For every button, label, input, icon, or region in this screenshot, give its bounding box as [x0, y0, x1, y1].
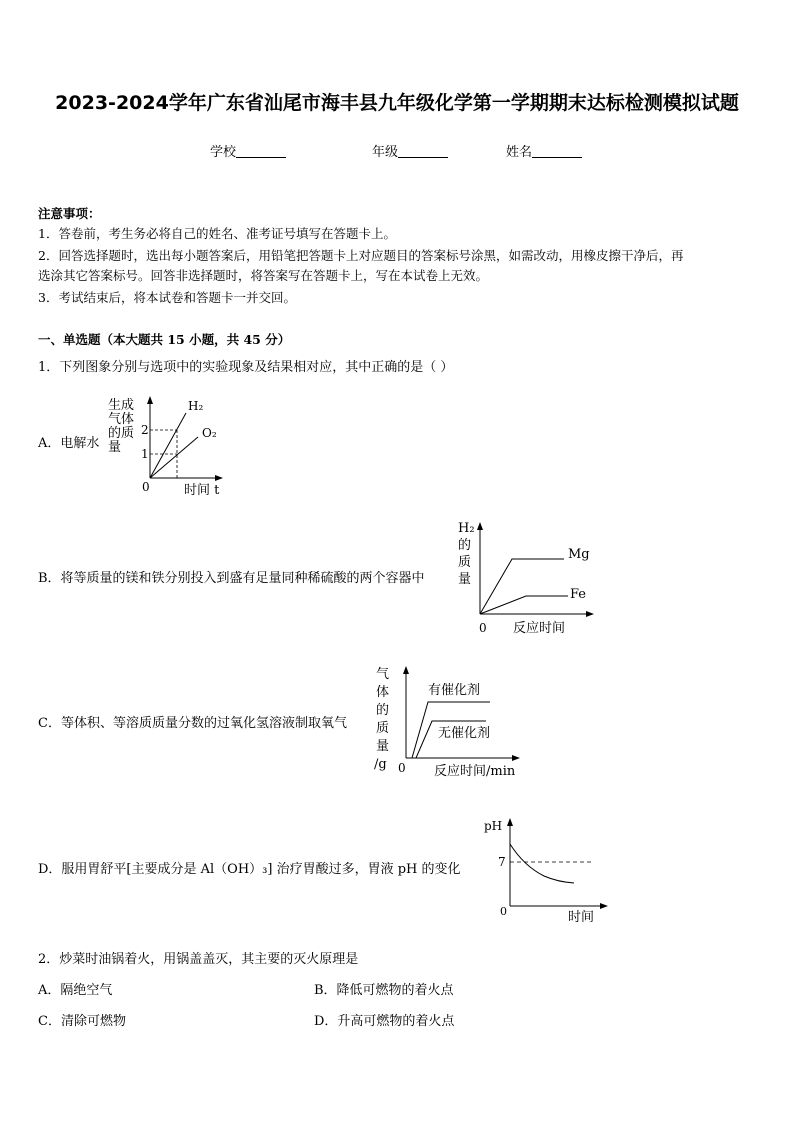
q2-option-c[interactable]: C．清除可燃物 [38, 1014, 126, 1029]
notice-item: 1．答卷前，考生务必将自己的姓名、准考证号填写在答题卡上。 [38, 226, 396, 241]
q2-option-d[interactable]: D．升高可燃物的着火点 [314, 1014, 455, 1029]
series-label: Mg [568, 547, 590, 562]
notice-item: 选涂其它答案标号。回答非选择题时，将答案写在答题卡上，写在本试卷上无效。 [38, 268, 489, 283]
mg-line [480, 559, 564, 614]
q1-option-a[interactable]: A．电解水 [38, 436, 100, 451]
q1-a-graph [104, 392, 234, 500]
school-field[interactable] [210, 141, 286, 160]
x-axis-label: 反应时间/min [434, 764, 516, 779]
o2-line [150, 437, 198, 478]
x-axis-arrow [512, 755, 520, 761]
x-axis-arrow [600, 903, 608, 909]
x-axis-label: 反应时间 [513, 621, 566, 636]
y-axis-arrow [477, 522, 483, 530]
q1-b-graph [450, 516, 600, 640]
x-axis-label: 时间 [568, 910, 595, 925]
y-axis-label: pH [484, 819, 503, 833]
x-axis-label: 时间 t [184, 483, 220, 498]
q2-option-a[interactable]: A．隔绝空气 [38, 983, 113, 998]
y-axis-label: 量 [108, 440, 122, 455]
y-axis-label: 气 [376, 667, 390, 682]
origin-label: 0 [398, 761, 406, 775]
series-label: H₂ [188, 399, 204, 413]
series-label: 有催化剂 [428, 683, 481, 698]
origin-label: 0 [500, 905, 507, 918]
y-axis-label: 生成 [108, 398, 135, 413]
q1-d-graph [480, 810, 620, 928]
y-axis-arrow [147, 396, 153, 404]
origin-label: 0 [479, 621, 487, 635]
question-1-stem: 1．下列图象分别与选项中的实验现象及结果相对应，其中正确的是（ ） [38, 360, 454, 375]
y-axis-label: H₂ [458, 521, 475, 536]
y-axis-label: 体 [376, 685, 390, 700]
section-heading: 一、单选题（本大题共 15 小题，共 45 分） [38, 332, 291, 347]
grade-field[interactable] [372, 141, 448, 160]
x-axis-arrow [215, 475, 223, 481]
series-label: 无催化剂 [438, 726, 491, 741]
y-axis-label: 的质 [108, 426, 135, 441]
y-axis-label: /g [374, 757, 387, 772]
y-axis-arrow [507, 818, 513, 826]
ph-curve [510, 844, 574, 883]
notice-item: 2．回答选择题时，选出每小题答案后，用铅笔把答题卡上对应题目的答案标号涂黑，如需改动，用橡皮擦干净后，再 [38, 248, 684, 263]
q1-c-graph [370, 660, 530, 782]
y-axis-label: 气体 [108, 412, 135, 427]
tick-label: 7 [498, 855, 506, 869]
origin-label: 0 [142, 480, 150, 494]
y-axis-arrow [403, 666, 409, 674]
tick-label: 1 [141, 447, 149, 461]
exam-title: 2023-2024学年广东省汕尾市海丰县九年级化学第一学期期末达标检测模拟试题 [55, 92, 739, 114]
name-label: 姓名 [506, 145, 533, 160]
grade-label: 年级 [372, 145, 399, 160]
y-axis-label: 的 [376, 703, 390, 718]
q1-option-b[interactable]: B．将等质量的镁和铁分别投入到盛有足量同种稀硫酸的两个容器中 [38, 571, 425, 586]
name-field[interactable] [506, 141, 582, 160]
y-axis-label: 的 [458, 538, 472, 553]
q2-option-b[interactable]: B．降低可燃物的着火点 [314, 983, 454, 998]
q1-option-d[interactable]: D．服用胃舒平[主要成分是 Al（OH）₃] 治疗胃酸过多，胃液 pH 的变化 [38, 862, 461, 877]
y-axis-label: 质 [376, 721, 390, 736]
series-label: Fe [570, 587, 587, 602]
question-2-stem: 2．炒菜时油锅着火，用锅盖盖灭，其主要的灭火原理是 [38, 952, 359, 967]
x-axis-arrow [586, 611, 594, 617]
y-axis-label: 量 [458, 572, 472, 587]
notice-item: 3．考试结束后，将本试卷和答题卡一并交回。 [38, 290, 296, 305]
tick-label: 2 [141, 423, 149, 437]
notice-heading: 注意事项： [38, 206, 101, 221]
fe-line [480, 596, 568, 614]
y-axis-label: 量 [376, 739, 390, 754]
series-label: O₂ [202, 426, 217, 440]
school-label: 学校 [210, 145, 237, 160]
y-axis-label: 质 [458, 555, 472, 570]
q1-option-c[interactable]: C．等体积、等溶质质量分数的过氧化氢溶液制取氧气 [38, 716, 347, 731]
h2-line [150, 413, 186, 478]
